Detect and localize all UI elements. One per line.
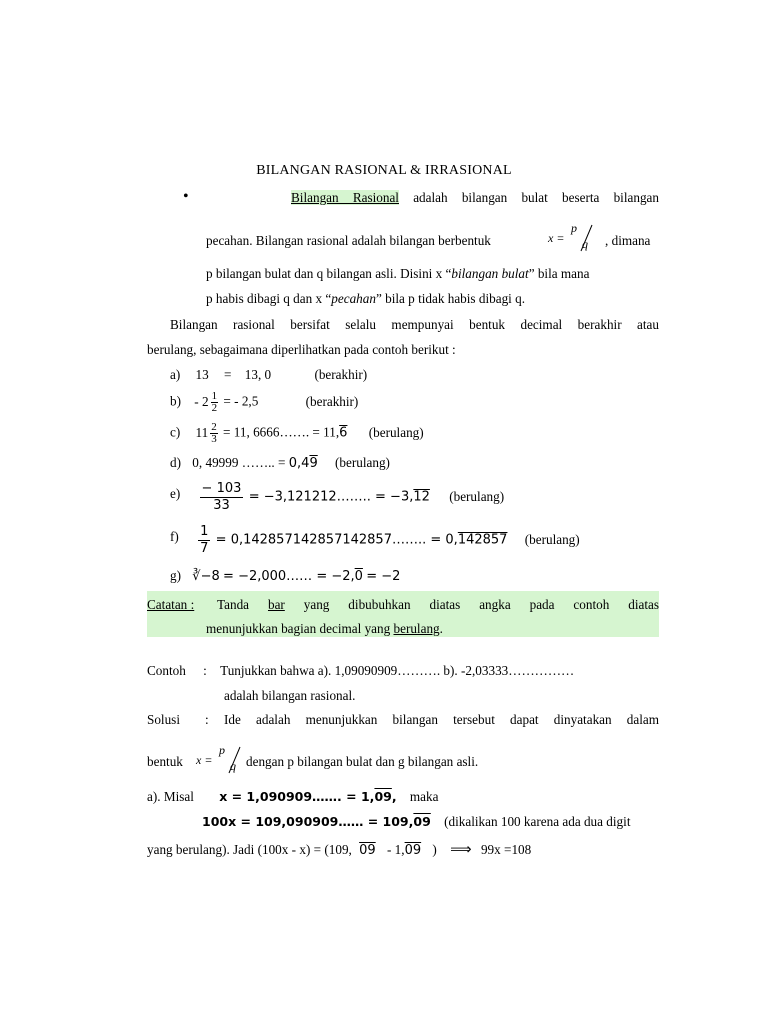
solusi-label: Solusi <box>147 712 180 727</box>
frac-x: x = <box>196 753 213 767</box>
frac-den: 3 <box>211 433 217 445</box>
example-label: f) <box>170 528 179 544</box>
example-note: (berakhir) <box>305 393 359 409</box>
last-result: 99x =108 <box>480 842 532 857</box>
example-text: 13 <box>195 367 209 382</box>
definition-line-2 <box>206 223 659 257</box>
repeating-digits: 09 <box>359 843 376 858</box>
frac-num: − 103 <box>201 481 242 496</box>
example-b <box>170 391 358 414</box>
last-text: yang berulang). Jadi (100x - x) = (109, <box>147 842 352 857</box>
last-line <box>147 840 531 858</box>
definition-text: p habis dibagi q dan x “ <box>206 291 332 306</box>
note-bar-word: bar <box>267 597 285 612</box>
frac-p: p <box>571 221 577 235</box>
page-title: BILANGAN RASIONAL & IRRASIONAL <box>256 163 512 178</box>
solusi-text: dengan p bilangan bulat dan g bilangan asli. <box>246 754 479 769</box>
misal-equation: x = 1,090909……. = 1, <box>219 789 375 804</box>
example-text: = 11, 6666……. = 11, <box>223 424 340 440</box>
slash-icon <box>548 223 594 253</box>
colon: : <box>203 663 207 678</box>
solusi-line-2 <box>147 745 659 779</box>
example-text: = −2 <box>366 569 401 584</box>
slash-icon <box>196 745 242 775</box>
frac-num: 1 <box>211 390 218 402</box>
repeating-digits: 09 <box>374 789 392 804</box>
frac-den: 7 <box>200 541 209 556</box>
solusi-text: bentuk <box>147 754 183 769</box>
repeating-digits: 9 <box>309 456 318 471</box>
note-line-1 <box>147 597 659 613</box>
frac-num: 2 <box>211 421 217 433</box>
example-label: c) <box>170 424 181 440</box>
note-text-part: menunjukkan bagian decimal yang <box>206 621 391 636</box>
example-text: = 0,142857142857142857…….. = 0, <box>215 532 458 548</box>
repeating-digits: 09 <box>413 814 431 829</box>
definition-text: p bilangan bulat dan q bilangan asli. Disini x “ <box>206 266 452 281</box>
definition-text: pecahan. Bilangan rasional adalah bilangan berbentuk <box>206 233 491 248</box>
repeating-digits: 142857 <box>457 532 508 548</box>
fraction <box>200 481 244 514</box>
example-label: g) <box>170 568 181 583</box>
example-label: a) <box>170 367 181 382</box>
fraction-p-over-q <box>196 745 242 775</box>
solusi-text: Ide adalah menunjukkan bilangan tersebut dapat dinyatakan dalam <box>224 712 659 727</box>
example-note: (berulang) <box>449 488 505 504</box>
example-note: (berulang) <box>524 531 580 547</box>
frac-num: 1 <box>200 524 209 539</box>
fraction <box>198 524 210 557</box>
intro-line-1: Bilangan rasional bersifat selalu mempunyai bentuk decimal berakhir atau <box>170 317 659 332</box>
contoh-line-1 <box>147 663 574 679</box>
frac-p: p <box>219 743 225 757</box>
example-c <box>170 422 424 445</box>
mixed-fraction <box>211 391 219 414</box>
definition-term: Bilangan Rasional <box>291 190 399 205</box>
note-berulang-word: berulang <box>393 621 440 636</box>
example-text: = −3,121212…….. = −3, <box>248 489 414 505</box>
frac-q: q <box>582 237 588 251</box>
note-text <box>217 597 659 613</box>
misal-line <box>147 789 438 805</box>
intro-line-2: berulang, sebagaimana diperlihatkan pada contoh berikut : <box>147 342 456 357</box>
example-d <box>170 455 390 471</box>
frac-q: q <box>230 759 236 773</box>
frac-x: x = <box>548 231 565 245</box>
definition-line-3 <box>206 266 589 282</box>
misal-equation: , <box>391 789 397 804</box>
example-a <box>170 367 367 383</box>
example-text: 0,4 <box>288 456 310 471</box>
contoh-text: Tunjukkan bahwa a). 1,09090909………. b). -2,03333…………… <box>220 663 575 678</box>
definition-text: ” bila p tidak habis dibagi q. <box>375 291 526 306</box>
note-text-part: yang dibubuhkan diatas angka pada contoh diatas <box>303 597 660 612</box>
repeating-digits: 09 <box>404 843 422 858</box>
example-g <box>170 568 400 584</box>
repeating-digits: 12 <box>413 489 430 505</box>
last-text: ) <box>432 842 437 857</box>
implies-arrow-icon: ⟹ <box>450 840 472 858</box>
example-label: e) <box>170 485 181 501</box>
frac-den: 2 <box>211 402 218 414</box>
definition-text: , dimana <box>605 233 651 248</box>
line-100x <box>202 814 630 830</box>
example-label: b) <box>170 393 181 409</box>
equation-note: (dikalikan 100 karena ada dua digit <box>444 814 631 829</box>
contoh-label: Contoh <box>147 663 186 678</box>
example-note: (berakhir) <box>314 367 368 382</box>
note-label: Catatan : <box>147 597 195 612</box>
definition-line-1 <box>291 190 659 206</box>
fraction-p-over-q <box>548 223 594 253</box>
definition-italic: bilangan bulat <box>451 266 529 281</box>
example-label: d) <box>170 455 181 470</box>
example-e <box>170 481 504 514</box>
contoh-line-2: adalah bilangan rasional. <box>224 688 356 703</box>
definition-line-4 <box>206 291 525 307</box>
frac-den: 33 <box>213 498 230 513</box>
example-text: = <box>224 367 232 382</box>
definition-italic: pecahan <box>331 291 376 306</box>
repeating-digits: 6 <box>339 425 348 441</box>
misal-text: maka <box>409 789 439 804</box>
example-text: 11 <box>195 424 209 440</box>
example-text: = - 2,5 <box>223 393 259 409</box>
note-text-part: . <box>439 621 443 636</box>
mixed-fraction <box>210 422 218 445</box>
cube-root: ∛−8 <box>192 569 220 584</box>
example-note: (berulang) <box>368 424 424 440</box>
repeating-digits: 0 <box>354 569 363 584</box>
definition-text: ” bila mana <box>528 266 590 281</box>
note-line-2 <box>206 621 443 637</box>
example-text: 0, 49999 …….. = <box>192 455 286 470</box>
misal-label: a). Misal <box>147 789 194 804</box>
equation-100x: 100x = 109,090909…… = 109, <box>202 814 414 829</box>
example-text: = −2,000…… = −2, <box>223 569 355 584</box>
example-f <box>170 524 580 557</box>
definition-text: adalah bilangan bulat beserta bilangan <box>413 190 659 205</box>
example-text: 13, 0 <box>244 367 272 382</box>
example-text: - 2 <box>194 393 209 409</box>
last-text: - 1, <box>386 842 405 857</box>
note-text-part: Tanda <box>217 597 250 612</box>
bullet-icon: • <box>183 188 189 205</box>
solusi-colon: : <box>205 712 209 727</box>
example-note: (berulang) <box>335 455 390 470</box>
